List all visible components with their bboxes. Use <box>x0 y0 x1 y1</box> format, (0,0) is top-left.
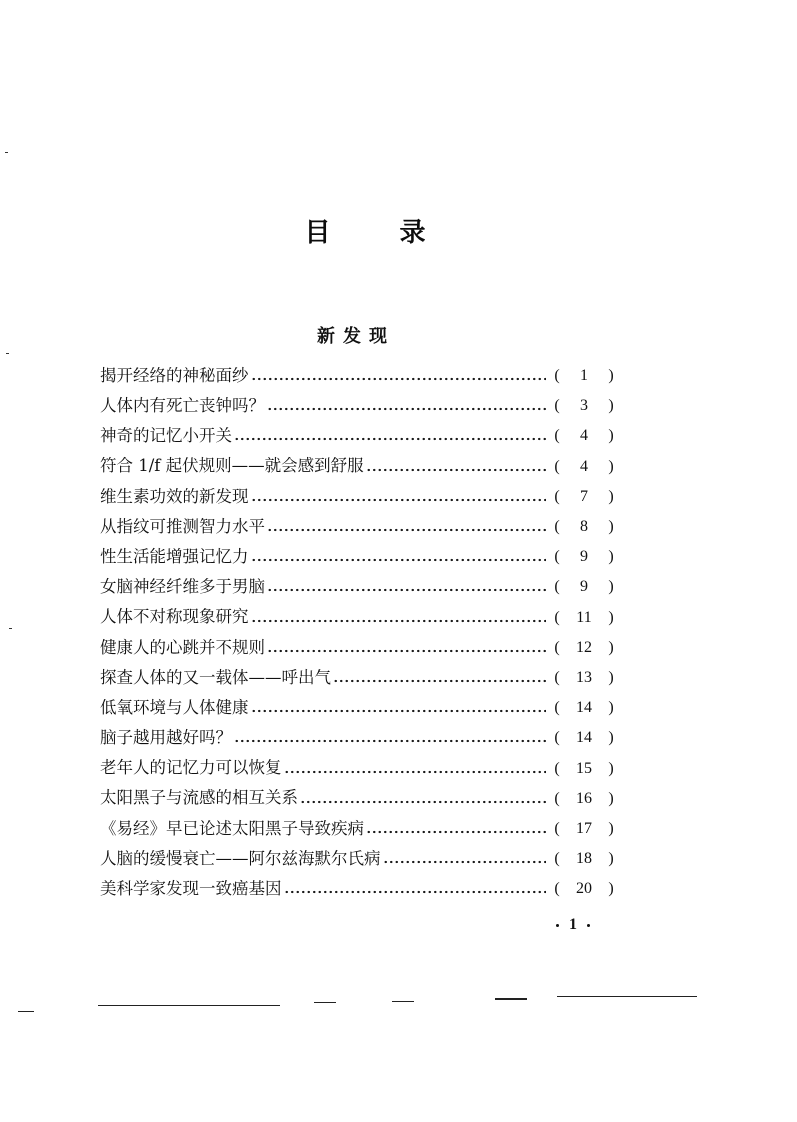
toc-page-number: 1 <box>580 367 588 385</box>
toc-entry-title: 人体内有死亡丧钟吗？ <box>100 396 265 416</box>
page-number-value: 1 <box>569 916 577 933</box>
toc-entry <box>100 391 616 421</box>
page-number <box>538 916 608 934</box>
toc-entry <box>100 542 616 572</box>
toc-dot-leader <box>234 437 546 441</box>
toc-entry <box>100 482 616 512</box>
toc-paren-close: ) <box>608 668 614 686</box>
toc-page-ref <box>552 368 616 384</box>
toc-entry <box>100 452 616 482</box>
toc-page-number: 4 <box>580 427 588 445</box>
toc-paren-close: ) <box>608 759 614 777</box>
toc-page-number: 15 <box>576 759 592 777</box>
toc-paren-close: ) <box>608 367 614 385</box>
scan-margin-mark <box>5 152 8 153</box>
toc-page-ref <box>552 549 616 565</box>
toc-dot-leader <box>267 588 546 592</box>
toc-page-number: 7 <box>580 487 588 505</box>
toc-page-number: 13 <box>576 668 592 686</box>
toc-paren-close: ) <box>608 427 614 445</box>
scan-edge-line <box>18 1011 34 1012</box>
toc-paren-open: ( <box>554 850 560 868</box>
toc-dot-leader <box>267 528 546 532</box>
toc-entry <box>100 784 616 814</box>
toc-paren-close: ) <box>608 487 614 505</box>
toc-page-ref <box>552 610 616 626</box>
toc-page-number: 18 <box>576 850 592 868</box>
toc-page-number: 14 <box>576 729 592 747</box>
toc-entry <box>100 874 616 904</box>
toc-dot-leader <box>366 830 546 834</box>
toc-dot-leader <box>251 377 547 381</box>
toc-entry-title: 人体不对称现象研究 <box>100 607 249 627</box>
toc-page-ref <box>552 640 616 656</box>
toc-dot-leader <box>267 649 546 653</box>
toc-page-number: 4 <box>580 457 588 475</box>
toc-dot-leader <box>284 890 547 894</box>
toc-paren-open: ( <box>554 397 560 415</box>
toc-entry-title: 老年人的记忆力可以恢复 <box>100 758 282 778</box>
toc-page-ref <box>552 519 616 535</box>
toc-entry <box>100 361 616 391</box>
toc-entry <box>100 421 616 451</box>
toc-paren-open: ( <box>554 457 560 475</box>
toc-paren-close: ) <box>608 457 614 475</box>
toc-dot-leader <box>333 679 546 683</box>
toc-entry-title: 从指纹可推测智力水平 <box>100 516 265 536</box>
toc-entry-title: 低氧环境与人体健康 <box>100 697 249 717</box>
toc-page-ref <box>552 428 616 444</box>
toc-page-number: 16 <box>576 789 592 807</box>
toc-dot-leader <box>251 709 547 713</box>
toc-page-number: 14 <box>576 699 592 717</box>
toc-paren-open: ( <box>554 427 560 445</box>
toc-page-ref <box>552 489 616 505</box>
toc-page-ref <box>552 579 616 595</box>
toc-page-number: 11 <box>576 608 592 626</box>
toc-entry <box>100 663 616 693</box>
toc-paren-open: ( <box>554 789 560 807</box>
toc-paren-close: ) <box>608 789 614 807</box>
toc-dot-leader <box>300 800 546 804</box>
toc-paren-close: ) <box>608 880 614 898</box>
section-title: 新发现 <box>317 326 395 347</box>
toc-paren-open: ( <box>554 608 560 626</box>
toc-entry-title: 女脑神经纤维多于男脑 <box>100 577 265 597</box>
toc-entry <box>100 693 616 723</box>
toc-entry-title: 揭开经络的神秘面纱 <box>100 365 249 385</box>
toc-page-number: 12 <box>576 638 592 656</box>
toc-entry-title: 美科学家发现一致癌基因 <box>100 879 282 899</box>
scan-edge-line <box>98 1005 280 1006</box>
toc-paren-close: ) <box>608 699 614 717</box>
toc-entry <box>100 603 616 633</box>
toc-page-ref <box>552 881 616 897</box>
toc-paren-open: ( <box>554 487 560 505</box>
toc-entry-title: 脑子越用越好吗？ <box>100 728 232 748</box>
toc-paren-close: ) <box>608 548 614 566</box>
toc-entry <box>100 753 616 783</box>
toc-paren-close: ) <box>608 518 614 536</box>
toc-entry-title: 性生活能增强记忆力 <box>100 546 249 566</box>
toc-paren-open: ( <box>554 367 560 385</box>
toc-page-number: 3 <box>580 397 588 415</box>
toc-page-number: 9 <box>580 548 588 566</box>
toc-page-number: 20 <box>576 880 592 898</box>
scan-margin-mark <box>6 353 9 354</box>
toc-paren-open: ( <box>554 729 560 747</box>
page-title: 目 录 <box>304 218 456 248</box>
toc-paren-close: ) <box>608 729 614 747</box>
toc-page-ref <box>552 730 616 746</box>
toc-page-ref <box>552 670 616 686</box>
toc-entry <box>100 512 616 542</box>
page-number-dot-right <box>587 924 590 927</box>
toc-page-number: 17 <box>576 819 592 837</box>
toc-paren-close: ) <box>608 608 614 626</box>
toc-paren-open: ( <box>554 668 560 686</box>
toc-dot-leader <box>251 558 547 562</box>
toc-entry-title: 健康人的心跳并不规则 <box>100 637 265 657</box>
toc-dot-leader <box>366 468 546 472</box>
toc-entry-title: 神奇的记忆小开关 <box>100 426 232 446</box>
toc-paren-close: ) <box>608 850 614 868</box>
toc-page-ref <box>552 398 616 414</box>
toc-entry <box>100 572 616 602</box>
toc-page-number: 8 <box>580 518 588 536</box>
toc-page-ref <box>552 761 616 777</box>
scan-edge-line <box>495 998 527 1000</box>
scan-margin-mark <box>9 628 12 629</box>
toc-entry-title: 符合 1/f 起伏规则——就会感到舒服 <box>100 456 364 476</box>
toc-paren-open: ( <box>554 819 560 837</box>
toc-paren-close: ) <box>608 638 614 656</box>
toc-entry <box>100 633 616 663</box>
toc-entry <box>100 814 616 844</box>
toc-paren-open: ( <box>554 880 560 898</box>
toc-paren-close: ) <box>608 578 614 596</box>
scan-edge-line <box>557 996 697 997</box>
toc-page-ref <box>552 700 616 716</box>
toc-dot-leader <box>383 860 547 864</box>
toc-page-number: 9 <box>580 578 588 596</box>
toc-dot-leader <box>251 498 547 502</box>
toc-paren-open: ( <box>554 578 560 596</box>
toc-entry-title: 《易经》早已论述太阳黑子导致疾病 <box>100 818 364 838</box>
toc-paren-open: ( <box>554 699 560 717</box>
toc-paren-open: ( <box>554 759 560 777</box>
toc-paren-open: ( <box>554 548 560 566</box>
toc-paren-open: ( <box>554 518 560 536</box>
toc-list <box>100 361 616 904</box>
toc-entry <box>100 844 616 874</box>
toc-dot-leader <box>267 407 546 411</box>
toc-entry-title: 人脑的缓慢衰亡——阿尔兹海默尔氏病 <box>100 848 381 868</box>
toc-page-ref <box>552 851 616 867</box>
toc-entry-title: 太阳黑子与流感的相互关系 <box>100 788 298 808</box>
page-number-dot-left <box>556 924 559 927</box>
toc-paren-close: ) <box>608 397 614 415</box>
toc-dot-leader <box>284 770 547 774</box>
scan-edge-line <box>314 1002 336 1003</box>
toc-page-ref <box>552 821 616 837</box>
toc-entry-title: 探查人体的又一载体——呼出气 <box>100 667 331 687</box>
scan-edge-line <box>392 1001 414 1002</box>
toc-entry-title: 维生素功效的新发现 <box>100 486 249 506</box>
toc-entry <box>100 723 616 753</box>
toc-paren-close: ) <box>608 819 614 837</box>
toc-dot-leader <box>251 619 547 623</box>
toc-page-ref <box>552 791 616 807</box>
toc-page-ref <box>552 459 616 475</box>
toc-dot-leader <box>234 739 546 743</box>
toc-paren-open: ( <box>554 638 560 656</box>
